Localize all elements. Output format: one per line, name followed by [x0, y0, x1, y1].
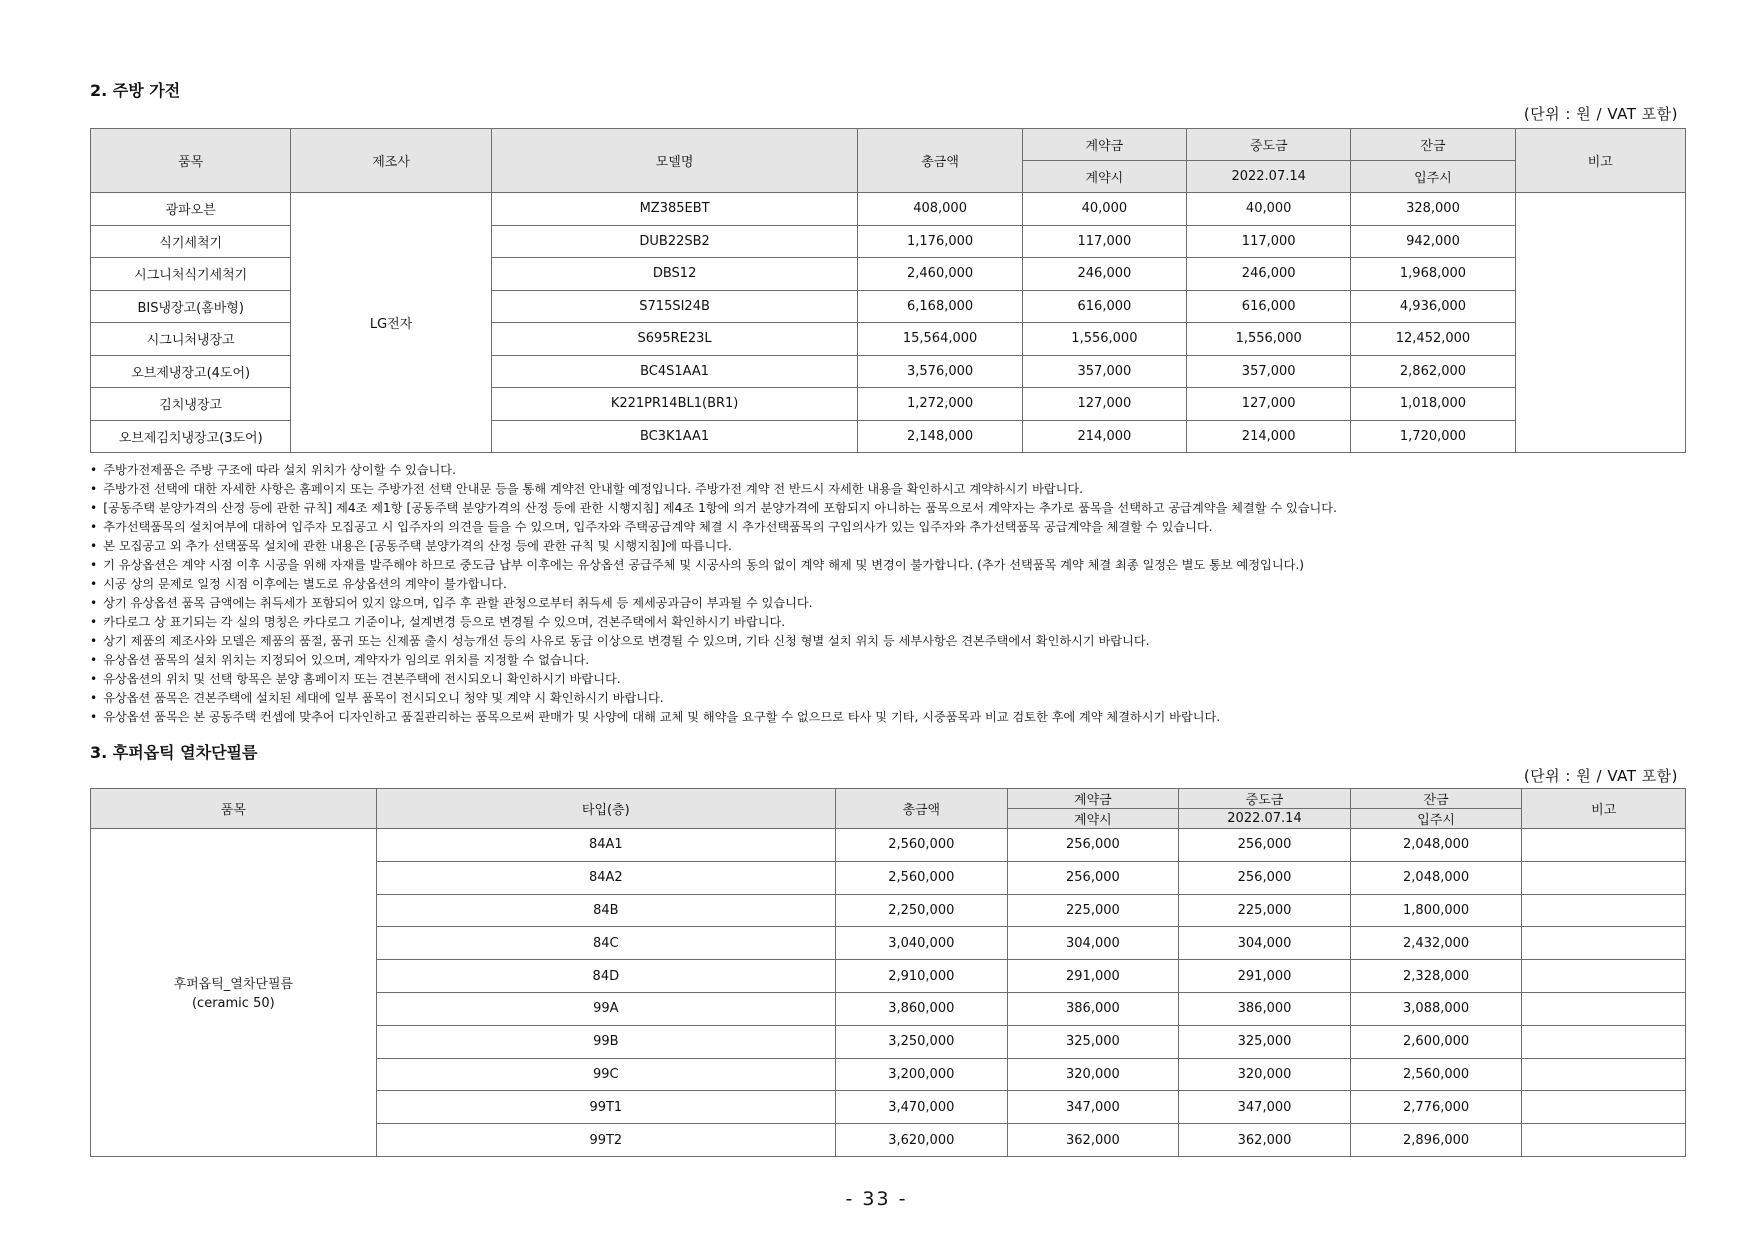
window-film-table — [90, 788, 1686, 1157]
remarks-cell — [1522, 861, 1686, 894]
maker-cell: LG전자 — [291, 193, 491, 453]
total-cell: 408,000 — [858, 193, 1022, 226]
item-name: 후퍼옵틱_열차단필름 — [173, 977, 294, 993]
note-item: • 시공 상의 문제로 일정 시점 이후에는 별도로 유상옵션의 계약이 불가합니다. — [90, 575, 1686, 594]
total-cell: 15,564,000 — [858, 323, 1022, 356]
table-row — [91, 829, 1686, 862]
middle-cell: 304,000 — [1179, 927, 1351, 960]
remarks-cell — [1522, 1025, 1686, 1058]
header-total: 총금액 — [835, 789, 1007, 829]
item-cell — [91, 829, 377, 1157]
middle-cell: 214,000 — [1187, 420, 1351, 453]
balance-cell: 2,048,000 — [1350, 861, 1522, 894]
header-middle: 중도금 — [1187, 129, 1351, 161]
type-cell: 99C — [376, 1058, 835, 1091]
balance-cell: 2,862,000 — [1351, 355, 1515, 388]
unit-note-2: (단위 : 원 / VAT 포함) — [1523, 767, 1678, 785]
header-remarks: 비고 — [1522, 789, 1686, 829]
total-cell: 2,148,000 — [858, 420, 1022, 453]
middle-cell: 616,000 — [1187, 290, 1351, 323]
middle-cell: 256,000 — [1179, 829, 1351, 862]
note-item: • 주방가전 선택에 대한 자세한 사항은 홈페이지 또는 주방가전 선택 안내문 등을 통해 계약전 안내할 예정입니다. 주방가전 계약 전 반드시 자세한 내용을 확인하시고 계약하시기 바랍니다. — [90, 480, 1686, 499]
model-cell: DBS12 — [491, 258, 858, 291]
note-item: • 상기 유상옵션 품목 금액에는 취득세가 포함되어 있지 않으며, 입주 후 관할 관청으로부터 취득세 등 제세공과금이 부과될 수 있습니다. — [90, 594, 1686, 613]
total-cell: 1,176,000 — [858, 225, 1022, 258]
item-cell: 광파오븐 — [91, 193, 291, 226]
header-middle: 중도금 — [1179, 789, 1351, 809]
middle-cell: 225,000 — [1179, 894, 1351, 927]
kitchen-appliance-table — [90, 128, 1686, 453]
balance-cell: 328,000 — [1351, 193, 1515, 226]
header-item: 품목 — [91, 789, 377, 829]
note-item: • 유상옵션 품목은 본 공동주택 컨셉에 맞추어 디자인하고 품질관리하는 품목으로써 판매가 및 사양에 대해 교체 및 해약을 요구할 수 없으므로 타사 및 기타, 시중품목과 비교 검토한 후에 계약 체결하시기 바랍니다. — [90, 708, 1686, 727]
deposit-cell: 1,556,000 — [1022, 323, 1186, 356]
item-cell: 오브제냉장고(4도어) — [91, 355, 291, 388]
middle-cell: 325,000 — [1179, 1025, 1351, 1058]
middle-cell: 291,000 — [1179, 960, 1351, 993]
deposit-cell: 256,000 — [1007, 829, 1179, 862]
header-balance: 잔금 — [1350, 789, 1522, 809]
remarks-cell — [1522, 1058, 1686, 1091]
item-cell: BIS냉장고(홈바형) — [91, 290, 291, 323]
deposit-cell: 214,000 — [1022, 420, 1186, 453]
middle-cell: 40,000 — [1187, 193, 1351, 226]
balance-cell: 3,088,000 — [1350, 992, 1522, 1025]
model-cell: S695RE23L — [491, 323, 858, 356]
balance-cell: 1,968,000 — [1351, 258, 1515, 291]
balance-cell: 4,936,000 — [1351, 290, 1515, 323]
balance-cell: 2,600,000 — [1350, 1025, 1522, 1058]
deposit-cell: 362,000 — [1007, 1124, 1179, 1157]
remarks-cell — [1515, 193, 1685, 453]
unit-note: (단위 : 원 / VAT 포함) — [1523, 105, 1678, 123]
document-page — [90, 78, 1686, 1157]
note-item: • 유상옵션 품목의 설치 위치는 지정되어 있으며, 계약자가 임의로 위치를 지정할 수 없습니다. — [90, 651, 1686, 670]
type-cell: 99T1 — [376, 1091, 835, 1124]
header-deposit: 계약금 — [1007, 789, 1179, 809]
item-cell: 식기세척기 — [91, 225, 291, 258]
page-number: - 33 - — [845, 1188, 908, 1210]
balance-cell: 2,328,000 — [1350, 960, 1522, 993]
total-cell: 3,200,000 — [835, 1058, 1007, 1091]
total-cell: 3,576,000 — [858, 355, 1022, 388]
balance-cell: 1,720,000 — [1351, 420, 1515, 453]
balance-cell: 2,896,000 — [1350, 1124, 1522, 1157]
type-cell: 84A2 — [376, 861, 835, 894]
middle-cell: 357,000 — [1187, 355, 1351, 388]
section-title-kitchen-appliances: 2. 주방 가전 — [90, 81, 181, 100]
note-item: • 추가선택품목의 설치여부에 대하여 입주자 모집공고 시 입주자의 의견을 들을 수 있으며, 입주자와 주택공급계약 체결 시 추가선택품목의 구입의사가 있는 입주자와 추가선택품목 공급계약을 체결할 수 있습니다. — [90, 518, 1686, 537]
deposit-cell: 386,000 — [1007, 992, 1179, 1025]
table-row — [91, 193, 1686, 226]
header-deposit-when: 계약시 — [1022, 161, 1186, 193]
model-cell: S715SI24B — [491, 290, 858, 323]
type-cell: 99B — [376, 1025, 835, 1058]
header-balance-when: 입주시 — [1350, 809, 1522, 829]
note-item: • 주방가전제품은 주방 구조에 따라 설치 위치가 상이할 수 있습니다. — [90, 461, 1686, 480]
balance-cell: 2,560,000 — [1350, 1058, 1522, 1091]
deposit-cell: 347,000 — [1007, 1091, 1179, 1124]
type-cell: 84D — [376, 960, 835, 993]
deposit-cell: 616,000 — [1022, 290, 1186, 323]
header-balance-when: 입주시 — [1351, 161, 1515, 193]
note-item: • 기 유상옵션은 계약 시점 이후 시공을 위해 자재를 발주해야 하므로 중도금 납부 이후에는 유상옵션 공급주체 및 시공사의 동의 없이 계약 해제 및 변경이 불가합니다. (추가 선택품목 계약 체결 최종 일정은 별도 통보 예정입니다.) — [90, 556, 1686, 575]
type-cell: 99A — [376, 992, 835, 1025]
deposit-cell: 246,000 — [1022, 258, 1186, 291]
note-item: • 카다로그 상 표기되는 각 실의 명칭은 카다로그 기준이나, 설계변경 등으로 변경될 수 있으며, 견본주택에서 확인하시기 바랍니다. — [90, 613, 1686, 632]
middle-cell: 320,000 — [1179, 1058, 1351, 1091]
item-spec: (ceramic 50) — [191, 996, 275, 1012]
header-type: 타입(층) — [376, 789, 835, 829]
remarks-cell — [1522, 927, 1686, 960]
type-cell: 84C — [376, 927, 835, 960]
total-cell: 3,860,000 — [835, 992, 1007, 1025]
balance-cell: 2,048,000 — [1350, 829, 1522, 862]
header-middle-when: 2022.07.14 — [1187, 161, 1351, 193]
model-cell: K221PR14BL1(BR1) — [491, 388, 858, 421]
header-total: 총금액 — [858, 129, 1022, 193]
total-cell: 2,560,000 — [835, 829, 1007, 862]
header-deposit-when: 계약시 — [1007, 809, 1179, 829]
remarks-cell — [1522, 1091, 1686, 1124]
balance-cell: 2,776,000 — [1350, 1091, 1522, 1124]
item-cell: 오브제김치냉장고(3도어) — [91, 420, 291, 453]
deposit-cell: 357,000 — [1022, 355, 1186, 388]
notes-list — [90, 461, 1686, 727]
deposit-cell: 117,000 — [1022, 225, 1186, 258]
note-item: • 상기 제품의 제조사와 모델은 제품의 품절, 품귀 또는 신제품 출시 성능개선 등의 사유로 동급 이상으로 변경될 수 있으며, 기타 신청 형별 설치 위치 등 세부사항은 견본주택에서 확인하시기 바랍니다. — [90, 632, 1686, 651]
middle-cell: 347,000 — [1179, 1091, 1351, 1124]
header-remarks: 비고 — [1515, 129, 1685, 193]
balance-cell: 1,018,000 — [1351, 388, 1515, 421]
header-item: 품목 — [91, 129, 291, 193]
note-item: • [공동주택 분양가격의 산정 등에 관한 규칙] 제4조 제1항 [공동주택 분양가격의 산정 등에 관한 시행지침] 제4조 1항에 의거 분양가격에 포함되지 아니하는 품목으로서 계약자는 추가로 품목을 선택하고 공급계약을 체결할 수 있습니다. — [90, 499, 1686, 518]
note-item: • 유상옵션 품목은 견본주택에 설치된 세대에 일부 품목이 전시되오니 청약 및 계약 시 확인하시기 바랍니다. — [90, 689, 1686, 708]
total-cell: 2,250,000 — [835, 894, 1007, 927]
middle-cell: 127,000 — [1187, 388, 1351, 421]
total-cell: 2,560,000 — [835, 861, 1007, 894]
window-film-rows — [91, 829, 1686, 1157]
item-cell: 시그니처식기세척기 — [91, 258, 291, 291]
middle-cell: 362,000 — [1179, 1124, 1351, 1157]
total-cell: 2,460,000 — [858, 258, 1022, 291]
deposit-cell: 291,000 — [1007, 960, 1179, 993]
note-item: • 본 모집공고 외 추가 선택품목 설치에 관한 내용은 [공동주택 분양가격의 산정 등에 관한 규칙 및 시행지침]에 따릅니다. — [90, 537, 1686, 556]
kitchen-appliance-rows — [91, 193, 1686, 453]
deposit-cell: 127,000 — [1022, 388, 1186, 421]
middle-cell: 256,000 — [1179, 861, 1351, 894]
deposit-cell: 40,000 — [1022, 193, 1186, 226]
total-cell: 3,620,000 — [835, 1124, 1007, 1157]
total-cell: 6,168,000 — [858, 290, 1022, 323]
remarks-cell — [1522, 1124, 1686, 1157]
deposit-cell: 325,000 — [1007, 1025, 1179, 1058]
balance-cell: 12,452,000 — [1351, 323, 1515, 356]
middle-cell: 386,000 — [1179, 992, 1351, 1025]
total-cell: 3,040,000 — [835, 927, 1007, 960]
type-cell: 99T2 — [376, 1124, 835, 1157]
model-cell: MZ385EBT — [491, 193, 858, 226]
total-cell: 1,272,000 — [858, 388, 1022, 421]
note-item: • 유상옵션의 위치 및 선택 항목은 분양 홈페이지 또는 견본주택에 전시되오니 확인하시기 바랍니다. — [90, 670, 1686, 689]
deposit-cell: 256,000 — [1007, 861, 1179, 894]
type-cell: 84A1 — [376, 829, 835, 862]
header-middle-when: 2022.07.14 — [1179, 809, 1351, 829]
middle-cell: 117,000 — [1187, 225, 1351, 258]
balance-cell: 2,432,000 — [1350, 927, 1522, 960]
total-cell: 2,910,000 — [835, 960, 1007, 993]
middle-cell: 1,556,000 — [1187, 323, 1351, 356]
deposit-cell: 320,000 — [1007, 1058, 1179, 1091]
remarks-cell — [1522, 960, 1686, 993]
section-title-window-film: 3. 후퍼옵틱 열차단필름 — [90, 743, 258, 762]
remarks-cell — [1522, 894, 1686, 927]
header-model: 모델명 — [491, 129, 858, 193]
middle-cell: 246,000 — [1187, 258, 1351, 291]
balance-cell: 1,800,000 — [1350, 894, 1522, 927]
deposit-cell: 304,000 — [1007, 927, 1179, 960]
remarks-cell — [1522, 829, 1686, 862]
model-cell: BC3K1AA1 — [491, 420, 858, 453]
balance-cell: 942,000 — [1351, 225, 1515, 258]
deposit-cell: 225,000 — [1007, 894, 1179, 927]
header-balance: 잔금 — [1351, 129, 1515, 161]
item-cell: 시그니처냉장고 — [91, 323, 291, 356]
type-cell: 84B — [376, 894, 835, 927]
item-cell: 김치냉장고 — [91, 388, 291, 421]
header-deposit: 계약금 — [1022, 129, 1186, 161]
remarks-cell — [1522, 992, 1686, 1025]
total-cell: 3,470,000 — [835, 1091, 1007, 1124]
model-cell: DUB22SB2 — [491, 225, 858, 258]
total-cell: 3,250,000 — [835, 1025, 1007, 1058]
model-cell: BC4S1AA1 — [491, 355, 858, 388]
header-maker: 제조사 — [291, 129, 491, 193]
